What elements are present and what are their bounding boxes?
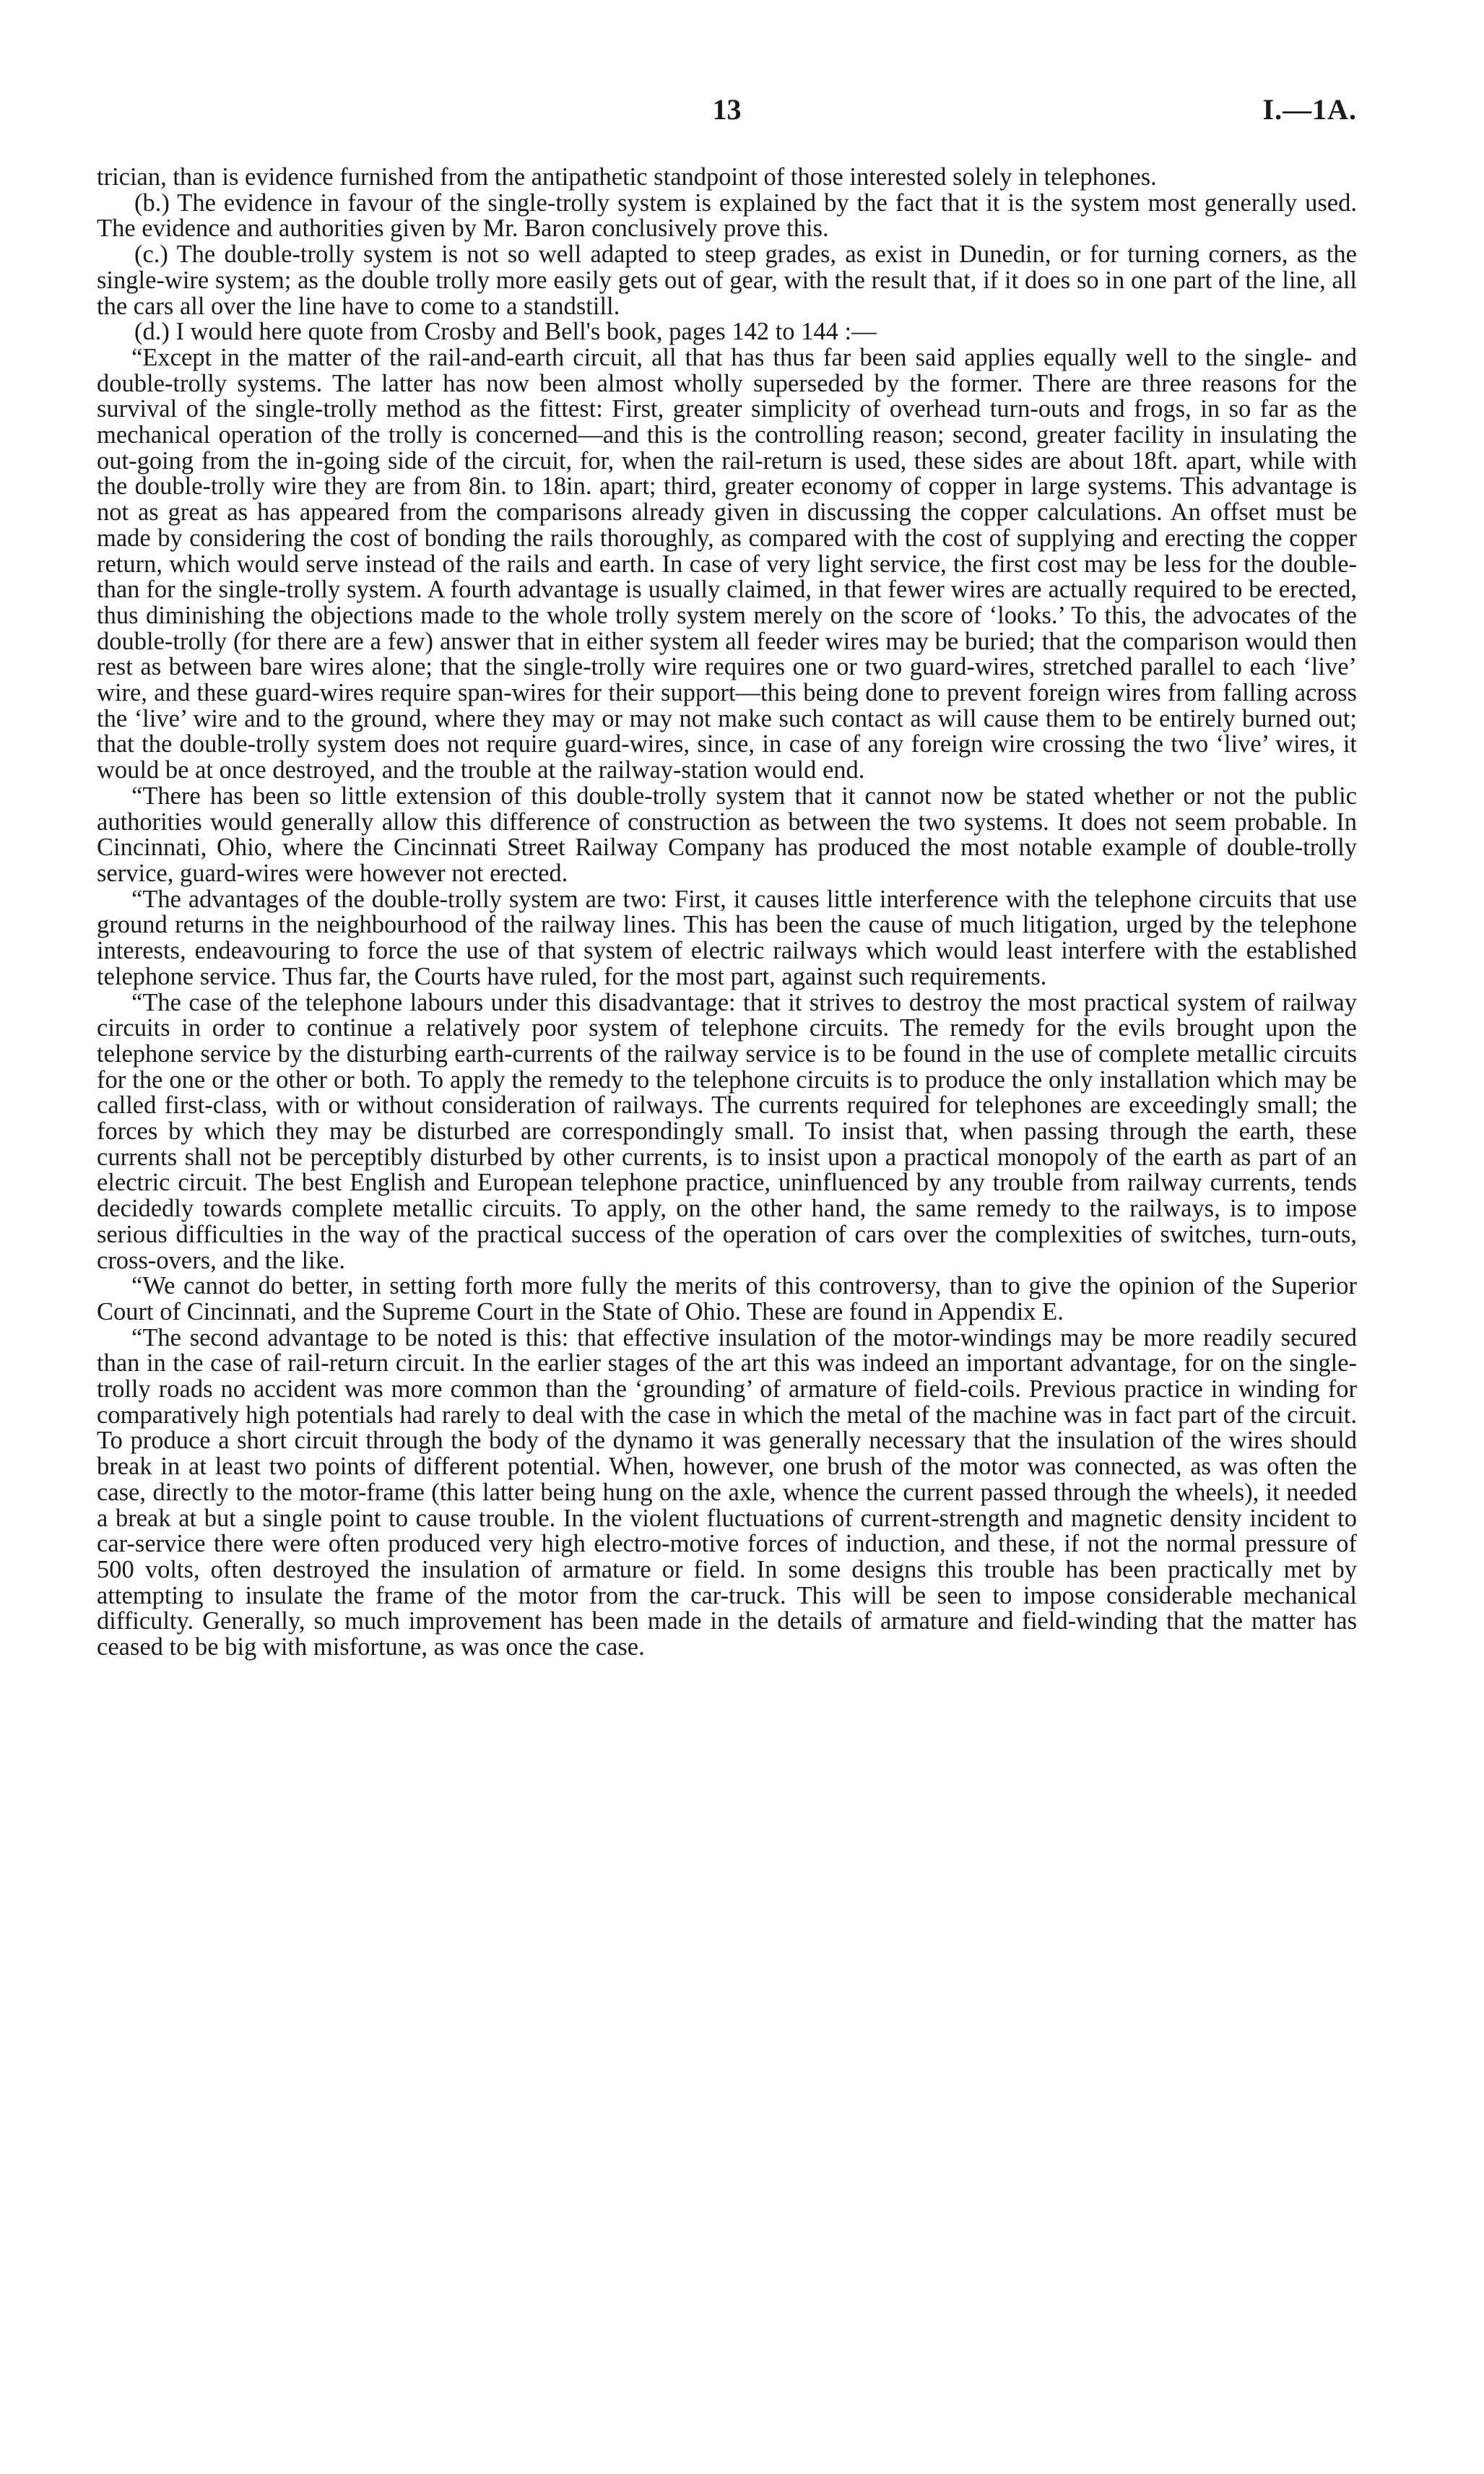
paragraph-c: (c.) The double-trolly system is not so well adapted to steep grades, as exist in Dunedin, or for turning corners, as the single-wire system; as the double trolly more easily gets out of gear, with the result that, if it does so in one part of the line, all the cars all over the line have to come to a standstill.: [97, 241, 1357, 320]
quote-paragraph-reasons: “Except in the matter of the rail-and-earth circuit, all that has thus far been said applies equally well to the single- and double-trolly systems. The latter has now been almost wholly superseded by the former. There are three reasons for the survival of the single-trolly method as the fittest: First, greater simplicity of overhead turn-outs and frogs, in so far as the mechanical operation of the trolly is concerned—and this is the controlling reason; second, greater facility in insulating the out-going from the in-going side of the circuit, for, when the rail-return is used, these sides are about 18ft. apart, while with the double-trolly wire they are from 8in. to 18in. apart; third, greater economy of copper in large systems. This advantage is not as great as has appeared from the comparisons already given in discussing the copper calculations. An offset must be made by considering the cost of bonding the rails thoroughly, as compared with the cost of supplying and erecting the copper return, which would serve instead of the rails and earth. In case of very light service, the first cost may be less for the double- than for the single-trolly system. A fourth advantage is usually claimed, in that fewer wires are actually required to be erected, thus diminishing the objections made to the whole trolly system merely on the score of ‘looks.’ To this, the advocates of the double-trolly (for there are a few) answer that in either system all feeder wires may be buried; that the comparison would then rest as between bare wires alone; that the single-trolly wire requires one or two guard-wires, stretched parallel to each ‘live’ wire, and these guard-wires require span-wires for their support—this being done to prevent foreign wires from falling across the ‘live’ wire and to the ground, where they may or may not make such contact as will cause them to be entirely burned out; that the double-trolly system does not require guard-wires, since, in case of any foreign wire crossing the two ‘live’ wires, it would be at once destroyed, and the trouble at the railway-station would end.: [97, 343, 1357, 784]
body-text: [97, 165, 1357, 1661]
paragraph-b: (b.) The evidence in favour of the single-trolly system is explained by the fact that it is the system most generally used. The evidence and authorities given by Mr. Baron conclusively prove this.: [97, 189, 1357, 243]
quote-paragraph-extension: “There has been so little extension of this double-trolly system that it cannot now be stated whether or not the public authorities would generally allow this difference of construction as between the two systems. It does not seem probable. In Cincinnati, Ohio, where the Cincinnati Street Railway Company has produced the most notable example of double-trolly service, guard-wires were however not erected.: [97, 782, 1357, 887]
paragraph-continuation: trician, than is evidence furnished from the antipathetic standpoint of those interested solely in telephones.: [97, 163, 1157, 191]
paragraph-d: (d.) I would here quote from Crosby and Bell's book, pages 142 to 144 :—: [134, 318, 877, 346]
quote-paragraph-telephone-case: “The case of the telephone labours under this disadvantage: that it strives to destroy the most practical system of railway circuits in order to continue a relatively poor system of telephone circuits. The remedy for the evils brought upon the telephone service by the disturbing earth-currents of the railway service is to be found in the use of complete metallic circuits for the one or the other or both. To apply the remedy to the telephone circuits is to produce the only installation which may be called first-class, with or without consideration of railways. The currents required for telephones are exceedingly small; the forces by which they may be disturbed are correspondingly small. To insist that, when passing through the earth, these currents shall not be perceptibly disturbed by other currents, is to insist upon a practical monopoly of the earth as part of an electric circuit. The best English and European telephone practice, uninfluenced by any trouble from railway currents, tends decidedly towards complete metallic circuits. To apply, on the other hand, the same remedy to the railways, is to impose serious difficulties in the way of the practical success of the operation of cars over the complexities of switches, turn-outs, cross-overs, and the like.: [97, 988, 1357, 1274]
quote-paragraph-advantages: “The advantages of the double-trolly system are two: First, it causes little interference with the telephone circuits that use ground returns in the neighbourhood of the railway lines. This has been the cause of much litigation, urged by the telephone interests, endeavouring to force the use of that system of electric railways which would least interfere with the established telephone service. Thus far, the Courts have ruled, for the most part, against such requirements.: [97, 885, 1357, 990]
sheet-reference: I.—1A.: [1262, 93, 1357, 126]
quote-paragraph-court-opinion: “We cannot do better, in setting forth more fully the merits of this controversy, than to give the opinion of the Superior Court of Cincinnati, and the Supreme Court in the State of Ohio. These are found in Appendix E.: [97, 1272, 1357, 1325]
quote-paragraph-second-advantage: “The second advantage to be noted is this: that effective insulation of the motor-windings may be more readily secured than in the case of rail-return circuit. In the earlier stages of the art this was indeed an important advantage, for on the single-trolly roads no accident was more common than the ‘grounding’ of armature of field-coils. Previous practice in winding for comparatively high potentials had rarely to deal with the case in which the metal of the machine was in fact part of the circuit. To produce a short circuit through the body of the dynamo it was generally necessary that the insulation of the wires should break in at least two points of different potential. When, however, one brush of the motor was connected, as was often the case, directly to the motor-frame (this latter being hung on the axle, whence the current passed through the wheels), it needed a break at but a single point to cause trouble. In the violent fluctuations of current-strength and magnetic density incident to car-service there were often produced very high electro-motive forces of induction, and these, if not the normal pressure of 500 volts, often destroyed the insulation of armature or field. In some designs this trouble has been practically met by attempting to insulate the frame of the motor from the car-truck. This will be seen to impose considerable mechanical difficulty. Generally, so much improvement has been made in the details of armature and field-winding that the matter has ceased to be big with misfortune, as was once the case.: [97, 1323, 1357, 1661]
page-header: [97, 92, 1357, 136]
page-number: 13: [712, 93, 742, 126]
